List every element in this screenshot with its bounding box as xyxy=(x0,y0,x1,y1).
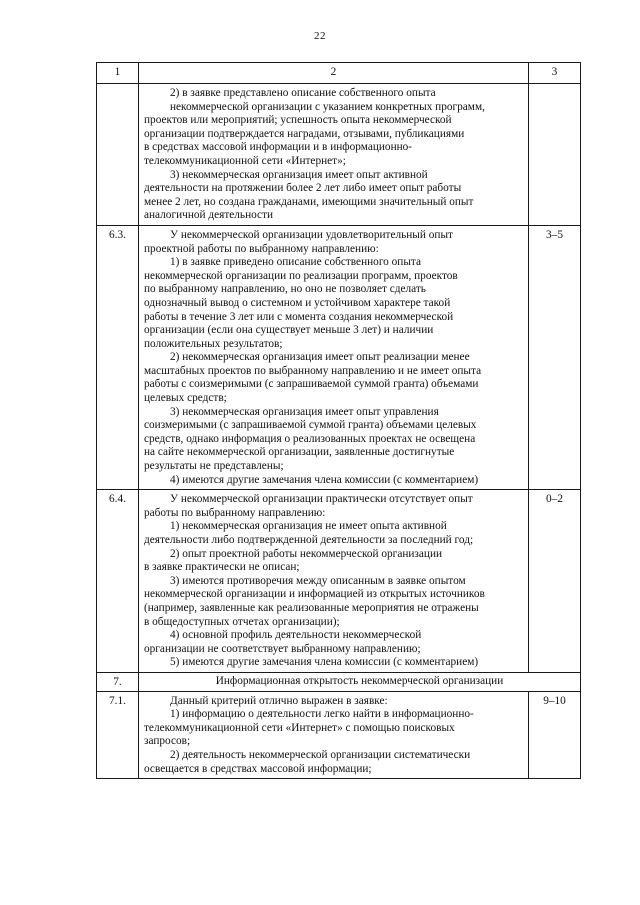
description-line: запросов; xyxy=(144,735,191,748)
criterion-description xyxy=(139,225,529,489)
criterion-description xyxy=(139,490,529,673)
description-line: соизмеримыми (с запрашиваемой суммой гранта) объемами целевых xyxy=(144,419,477,432)
description-line: по выбранному направлению, но оно не позволяет сделать xyxy=(144,283,426,296)
description-line: масштабных проектов по выбранному направлению и не имеет опыта xyxy=(144,364,482,377)
criterion-number: 6.3. xyxy=(97,225,139,489)
description-line: 3) некоммерческая организация имеет опыт управления xyxy=(170,405,439,418)
score-range: 9–10 xyxy=(529,691,581,779)
description-line: Данный критерий отлично выражен в заявке: xyxy=(170,694,388,707)
description-line: У некоммерческой организации удовлетворительный опыт xyxy=(170,228,453,241)
score-range: 0–2 xyxy=(529,490,581,673)
table-row xyxy=(97,490,581,673)
description-line: 3) некоммерческая организация имеет опыт активной xyxy=(170,168,428,181)
description-line: организации (если она существует меньше 3 лет) и наличии xyxy=(144,324,434,337)
description-line: 3) имеются противоречия между описанным в заявке опытом xyxy=(170,574,466,587)
description-line: деятельности либо подтвержденной деятельности за последний год; xyxy=(144,534,474,546)
description-line: положительных результатов; xyxy=(144,337,283,350)
description-line: результаты не представлены; xyxy=(144,460,284,473)
description-line: 2) некоммерческая организация имеет опыт реализации менее xyxy=(170,351,470,364)
description-line: У некоммерческой организации практически отсутствует опыт xyxy=(170,493,473,506)
criterion-number: 6.4. xyxy=(97,490,139,673)
table-header-row xyxy=(97,63,581,84)
description-line: проектной работы по выбранному направлению: xyxy=(144,242,379,255)
description-line: работы по выбранному направлению: xyxy=(144,506,326,519)
description-line: телекоммуникационной сети «Интернет»; xyxy=(144,154,346,167)
description-line: 4) имеются другие замечания члена комиссии (с комментарием) xyxy=(170,473,479,486)
page-number: 22 xyxy=(314,30,326,42)
description-line: телекоммуникационной сети «Интернет» с помощью поисковых xyxy=(144,721,455,734)
header-col-1: 1 xyxy=(97,63,139,84)
description-line: средств, однако информация о реализованных проектах не освещена xyxy=(144,432,476,445)
description-line: 1) информацию о деятельности легко найти в информационно- xyxy=(170,708,474,721)
header-col-3: 3 xyxy=(529,63,581,84)
description-line: в общедоступных отчетах организации); xyxy=(144,615,340,628)
description-line: организации подтверждается наградами, отзывами, публикациями xyxy=(144,127,465,140)
score-range xyxy=(529,84,581,226)
description-line: некоммерческой организации и информацией из открытых источников xyxy=(144,588,485,601)
description-line: работы с соизмеримыми (с запрашиваемой суммой гранта) объемами xyxy=(144,378,479,391)
criterion-number xyxy=(97,84,139,226)
criterion-description xyxy=(139,84,529,226)
description-line: 2) деятельность некоммерческой организации систематически xyxy=(170,748,471,761)
score-range: 3–5 xyxy=(529,225,581,489)
table-row xyxy=(97,691,581,779)
description-line: 1) в заявке приведено описание собственного опыта xyxy=(170,256,422,269)
description-line: на сайте некоммерческой организации, заявленные достигнутые xyxy=(144,446,455,459)
description-line: работы в течение 3 лет или с момента создания некоммерческой xyxy=(144,310,454,323)
criteria-table xyxy=(96,62,581,779)
description-line: некоммерческой организации с указанием конкретных программ, xyxy=(170,100,485,113)
description-line: 5) имеются другие замечания члена комиссии (с комментарием) xyxy=(170,656,479,669)
table-row xyxy=(97,225,581,489)
description-line: однозначный вывод о системном и устойчивом характере такой xyxy=(144,296,451,309)
description-line: 1) некоммерческая организация не имеет опыта активной xyxy=(170,520,447,533)
criterion-number: 7.1. xyxy=(97,691,139,779)
criterion-number: 7. xyxy=(97,672,139,691)
table-row xyxy=(97,84,581,226)
description-line: проектов или мероприятий; успешность опыта некоммерческой xyxy=(144,114,452,127)
section-title: Информационная открытость некоммерческой организации xyxy=(139,672,581,691)
description-line: 2) в заявке представлено описание собственного опыта xyxy=(170,87,436,99)
description-line: организации не соответствует выбранному направлению; xyxy=(144,642,421,655)
description-line: аналогичной деятельности xyxy=(144,209,274,222)
table-row xyxy=(97,672,581,691)
description-line: деятельности на протяжении более 2 лет либо имеет опыт работы xyxy=(144,182,462,195)
criterion-description xyxy=(139,691,529,779)
description-line: менее 2 лет, но создана гражданами, имеющими значительный опыт xyxy=(144,195,474,208)
description-line: 4) основной профиль деятельности некоммерческой xyxy=(170,629,422,642)
description-line: некоммерческой организации по реализации программ, проектов xyxy=(144,269,458,282)
description-line: целевых средств; xyxy=(144,392,227,405)
description-line: в средствах массовой информации и в информационно- xyxy=(144,141,413,154)
description-line: в заявке практически не описан; xyxy=(144,561,300,574)
description-line: освещается в средствах массовой информации; xyxy=(144,762,372,775)
header-col-2: 2 xyxy=(139,63,529,84)
description-line: 2) опыт проектной работы некоммерческой организации xyxy=(170,547,443,560)
description-line: (например, заявленные как реализованные мероприятия не отражены xyxy=(144,601,479,614)
